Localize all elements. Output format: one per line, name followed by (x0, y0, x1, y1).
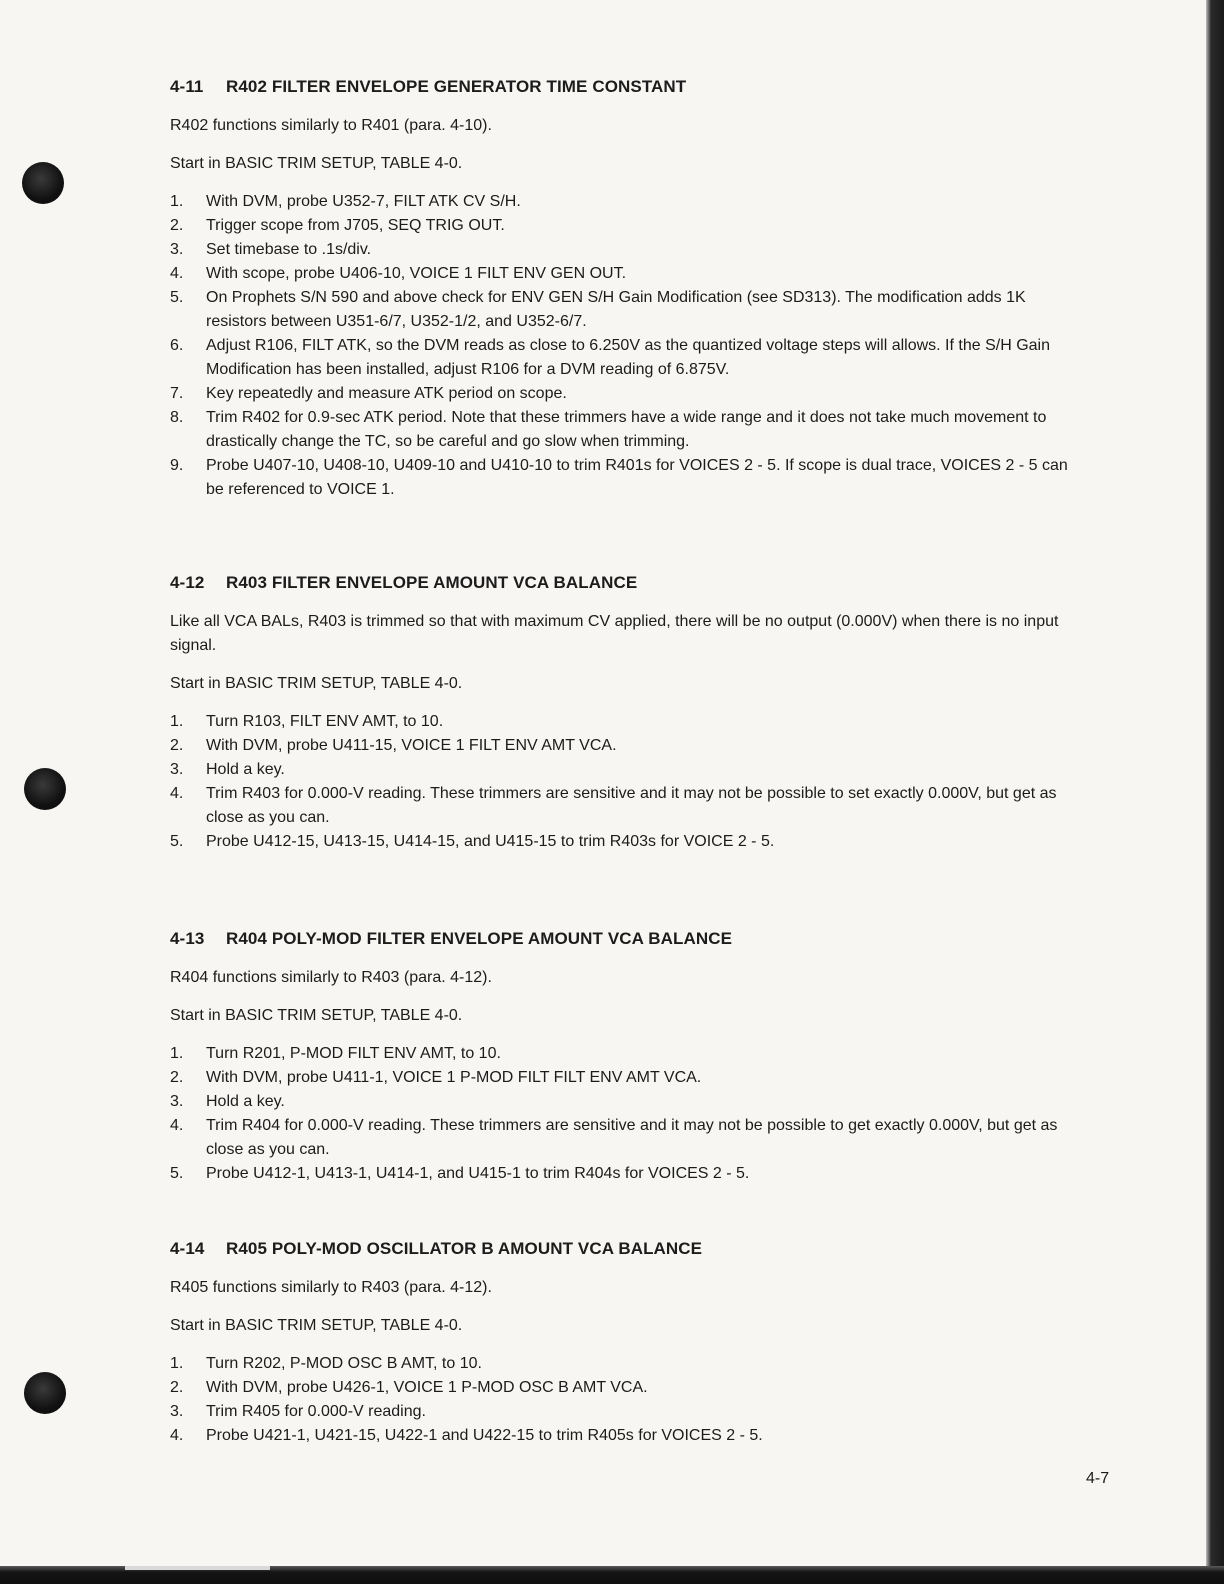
section-intro: R404 functions similarly to R403 (para. 4-12). (170, 969, 492, 986)
section-heading (170, 1232, 1070, 1266)
section-4-14 (170, 1232, 1070, 1448)
step-number: 5. (170, 833, 184, 850)
step-text: Probe U412-1, U413-1, U414-1, and U415-1 to trim R404s for VOICES 2 - 5. (206, 1165, 750, 1182)
step-text: Trim R404 for 0.000-V reading. These trimmers are sensitive and it may not be possible to get exactly 0.000V, but get as close as you can. (206, 1117, 1058, 1158)
list-item (170, 1090, 1070, 1114)
document-body (170, 70, 1070, 1448)
list-item (170, 710, 1070, 734)
list-item (170, 1162, 1070, 1186)
binder-hole (24, 1372, 66, 1414)
list-item (170, 1424, 1070, 1448)
step-number: 2. (170, 1069, 184, 1086)
section-setup: Start in BASIC TRIM SETUP, TABLE 4-0. (170, 1317, 463, 1334)
list-item (170, 734, 1070, 758)
page-number: 4-7 (1086, 1470, 1110, 1487)
step-text: Key repeatedly and measure ATK period on scope. (206, 385, 567, 402)
step-number: 4. (170, 785, 184, 802)
section-number: 4-14 (170, 1239, 205, 1258)
section-4-11 (170, 70, 1070, 566)
step-text: Adjust R106, FILT ATK, so the DVM reads as close to 6.250V as the quantized voltage steps will allows. If the S/H Gain Modification has been installed, adjust R106 for a DVM reading of 6.875V. (206, 337, 1050, 378)
step-number: 6. (170, 337, 184, 354)
step-number: 1. (170, 1355, 184, 1372)
section-intro: R402 functions similarly to R401 (para. 4-10). (170, 117, 492, 134)
step-text: Probe U421-1, U421-15, U422-1 and U422-15 to trim R405s for VOICES 2 - 5. (206, 1427, 763, 1444)
step-text: Probe U412-15, U413-15, U414-15, and U415-15 to trim R403s for VOICE 2 - 5. (206, 833, 775, 850)
step-number: 4. (170, 1117, 184, 1134)
section-title: R403 FILTER ENVELOPE AMOUNT VCA BALANCE (226, 573, 638, 592)
step-number: 1. (170, 193, 184, 210)
step-text: Trim R405 for 0.000-V reading. (206, 1403, 426, 1420)
step-number: 5. (170, 1165, 184, 1182)
section-heading (170, 566, 1070, 600)
list-item (170, 1042, 1070, 1066)
list-item (170, 382, 1070, 406)
step-number: 1. (170, 1045, 184, 1062)
section-setup: Start in BASIC TRIM SETUP, TABLE 4-0. (170, 675, 463, 692)
list-item (170, 334, 1070, 382)
list-item (170, 1400, 1070, 1424)
list-item (170, 286, 1070, 334)
step-text: With DVM, probe U426-1, VOICE 1 P-MOD OSC B AMT VCA. (206, 1379, 648, 1396)
section-intro: Like all VCA BALs, R403 is trimmed so that with maximum CV applied, there will be no output (0.000V) when there is no input signal. (170, 613, 1059, 654)
section-intro: R405 functions similarly to R403 (para. 4-12). (170, 1279, 492, 1296)
step-text: On Prophets S/N 590 and above check for ENV GEN S/H Gain Modification (see SD313). The modification adds 1K resistors between U351-6/7, U352-1/2, and U352-6/7. (206, 289, 1026, 330)
step-number: 4. (170, 265, 184, 282)
step-number: 2. (170, 737, 184, 754)
step-text: With DVM, probe U411-1, VOICE 1 P-MOD FILT FILT ENV AMT VCA. (206, 1069, 702, 1086)
section-title: R404 POLY-MOD FILTER ENVELOPE AMOUNT VCA BALANCE (226, 929, 733, 948)
step-list (170, 710, 1070, 854)
step-list (170, 190, 1070, 502)
step-number: 3. (170, 761, 184, 778)
scan-edge-tab (125, 1566, 270, 1570)
section-number: 4-11 (170, 77, 204, 96)
step-text: Trim R402 for 0.9-sec ATK period. Note that these trimmers have a wide range and it does not take much movement to drastically change the TC, so be careful and go slow when trimming. (206, 409, 1047, 450)
step-text: Hold a key. (206, 761, 285, 778)
step-list (170, 1352, 1070, 1448)
list-item (170, 1066, 1070, 1090)
section-4-12 (170, 566, 1070, 922)
step-number: 2. (170, 217, 184, 234)
step-number: 8. (170, 409, 184, 426)
binder-hole (24, 768, 66, 810)
list-item (170, 238, 1070, 262)
step-text: With DVM, probe U352-7, FILT ATK CV S/H. (206, 193, 521, 210)
step-text: Set timebase to .1s/div. (206, 241, 372, 258)
list-item (170, 406, 1070, 454)
step-text: Turn R201, P-MOD FILT ENV AMT, to 10. (206, 1045, 501, 1062)
list-item (170, 1352, 1070, 1376)
step-text: Trim R403 for 0.000-V reading. These trimmers are sensitive and it may not be possible to set exactly 0.000V, but get as close as you can. (206, 785, 1057, 826)
step-number: 2. (170, 1379, 184, 1396)
section-title: R405 POLY-MOD OSCILLATOR B AMOUNT VCA BALANCE (226, 1239, 703, 1258)
list-item (170, 454, 1070, 502)
list-item (170, 1376, 1070, 1400)
step-text: Trigger scope from J705, SEQ TRIG OUT. (206, 217, 505, 234)
step-number: 5. (170, 289, 184, 306)
step-text: Turn R103, FILT ENV AMT, to 10. (206, 713, 444, 730)
step-number: 7. (170, 385, 184, 402)
section-number: 4-12 (170, 573, 205, 592)
section-heading (170, 922, 1070, 956)
list-item (170, 1114, 1070, 1162)
list-item (170, 190, 1070, 214)
step-text: Turn R202, P-MOD OSC B AMT, to 10. (206, 1355, 482, 1372)
binder-hole (22, 162, 64, 204)
list-item (170, 262, 1070, 286)
scan-edge-right (1206, 0, 1224, 1584)
section-heading (170, 70, 1070, 104)
section-number: 4-13 (170, 929, 205, 948)
list-item (170, 830, 1070, 854)
step-text: Hold a key. (206, 1093, 285, 1110)
section-setup: Start in BASIC TRIM SETUP, TABLE 4-0. (170, 1007, 463, 1024)
step-number: 3. (170, 1403, 184, 1420)
list-item (170, 758, 1070, 782)
step-number: 9. (170, 457, 184, 474)
list-item (170, 214, 1070, 238)
section-4-13 (170, 922, 1070, 1232)
step-number: 4. (170, 1427, 184, 1444)
section-setup: Start in BASIC TRIM SETUP, TABLE 4-0. (170, 155, 463, 172)
section-title: R402 FILTER ENVELOPE GENERATOR TIME CONSTANT (226, 77, 687, 96)
step-text: Probe U407-10, U408-10, U409-10 and U410-10 to trim R401s for VOICES 2 - 5. If scope is dual trace, VOICES 2 - 5 can be referenced to VOICE 1. (206, 457, 1068, 498)
step-number: 3. (170, 241, 184, 258)
step-number: 3. (170, 1093, 184, 1110)
step-list (170, 1042, 1070, 1186)
step-text: With DVM, probe U411-15, VOICE 1 FILT ENV AMT VCA. (206, 737, 617, 754)
step-text: With scope, probe U406-10, VOICE 1 FILT ENV GEN OUT. (206, 265, 627, 282)
step-number: 1. (170, 713, 184, 730)
list-item (170, 782, 1070, 830)
